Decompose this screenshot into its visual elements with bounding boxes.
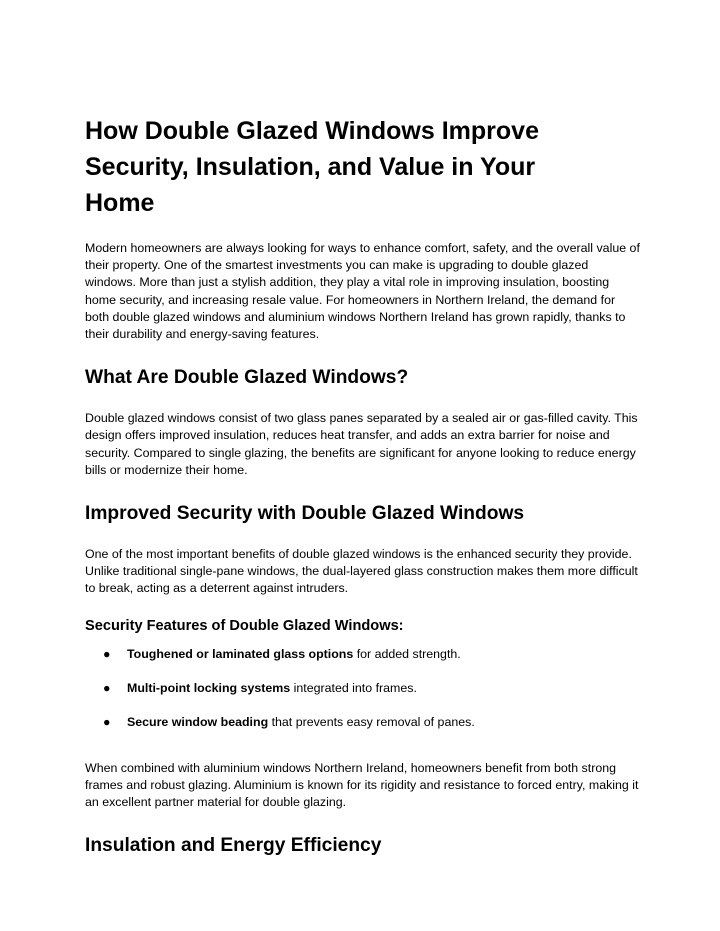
list-item	[85, 646, 640, 663]
security-features-list-wrapper	[85, 646, 640, 731]
page-title: How Double Glazed Windows Improve Security, Insulation, and Value in Your Home	[85, 117, 539, 217]
section-heading-security: Improved Security with Double Glazed Windows	[85, 503, 525, 525]
feature-text: for added strength.	[353, 646, 461, 661]
section-paragraph-aluminium: When combined with aluminium windows Northern Ireland, homeowners benefit from both strong frames and robust glazing. Aluminium is known for its rigidity and resistance to forced entry, making it an excellent partner material for double glazing.	[85, 760, 639, 810]
list-item	[85, 714, 640, 731]
bullet-icon: ●	[103, 646, 111, 661]
subheading-security-features: Security Features of Double Glazed Windows:	[85, 617, 404, 634]
feature-bold-text: Multi-point locking systems	[127, 680, 291, 695]
intro-paragraph: Modern homeowners are always looking for ways to enhance comfort, safety, and the overall value of their property. One of the smartest investments you can make is upgrading to double glazed windows. More than just a stylish addition, they play a vital role in improving insulation, boosting home security, and increasing resale value. For homeowners in Northern Ireland, the demand for both double glazed windows and aluminium windows Northern Ireland has grown rapidly, thanks to their durability and energy-saving features.	[85, 241, 640, 342]
section-paragraph-security: One of the most important benefits of double glazed windows is the enhanced security they provide. Unlike traditional single-pane windows, the dual-layered glass construction makes them more difficult to break, acting as a deterrent against intruders.	[85, 547, 638, 596]
feature-text: integrated into frames.	[290, 680, 417, 695]
list-item	[85, 680, 640, 697]
security-features-list	[85, 646, 640, 731]
bullet-icon: ●	[103, 680, 111, 695]
feature-bold-text: Secure window beading	[127, 714, 269, 729]
bullet-icon: ●	[103, 714, 111, 729]
section-heading-insulation: Insulation and Energy Efficiency	[85, 835, 382, 857]
feature-bold-text: Toughened or laminated glass options	[127, 646, 354, 661]
section-heading-what-are: What Are Double Glazed Windows?	[85, 367, 409, 389]
section-paragraph-what-are: Double glazed windows consist of two glass panes separated by a sealed air or gas-filled cavity. This design offers improved insulation, reduces heat transfer, and adds an extra barrier for noise and security. Compared to single glazing, the benefits are significant for anyone looking to reduce energy bills or modernize their home.	[85, 411, 638, 477]
feature-text: that prevents easy removal of panes.	[268, 714, 475, 729]
